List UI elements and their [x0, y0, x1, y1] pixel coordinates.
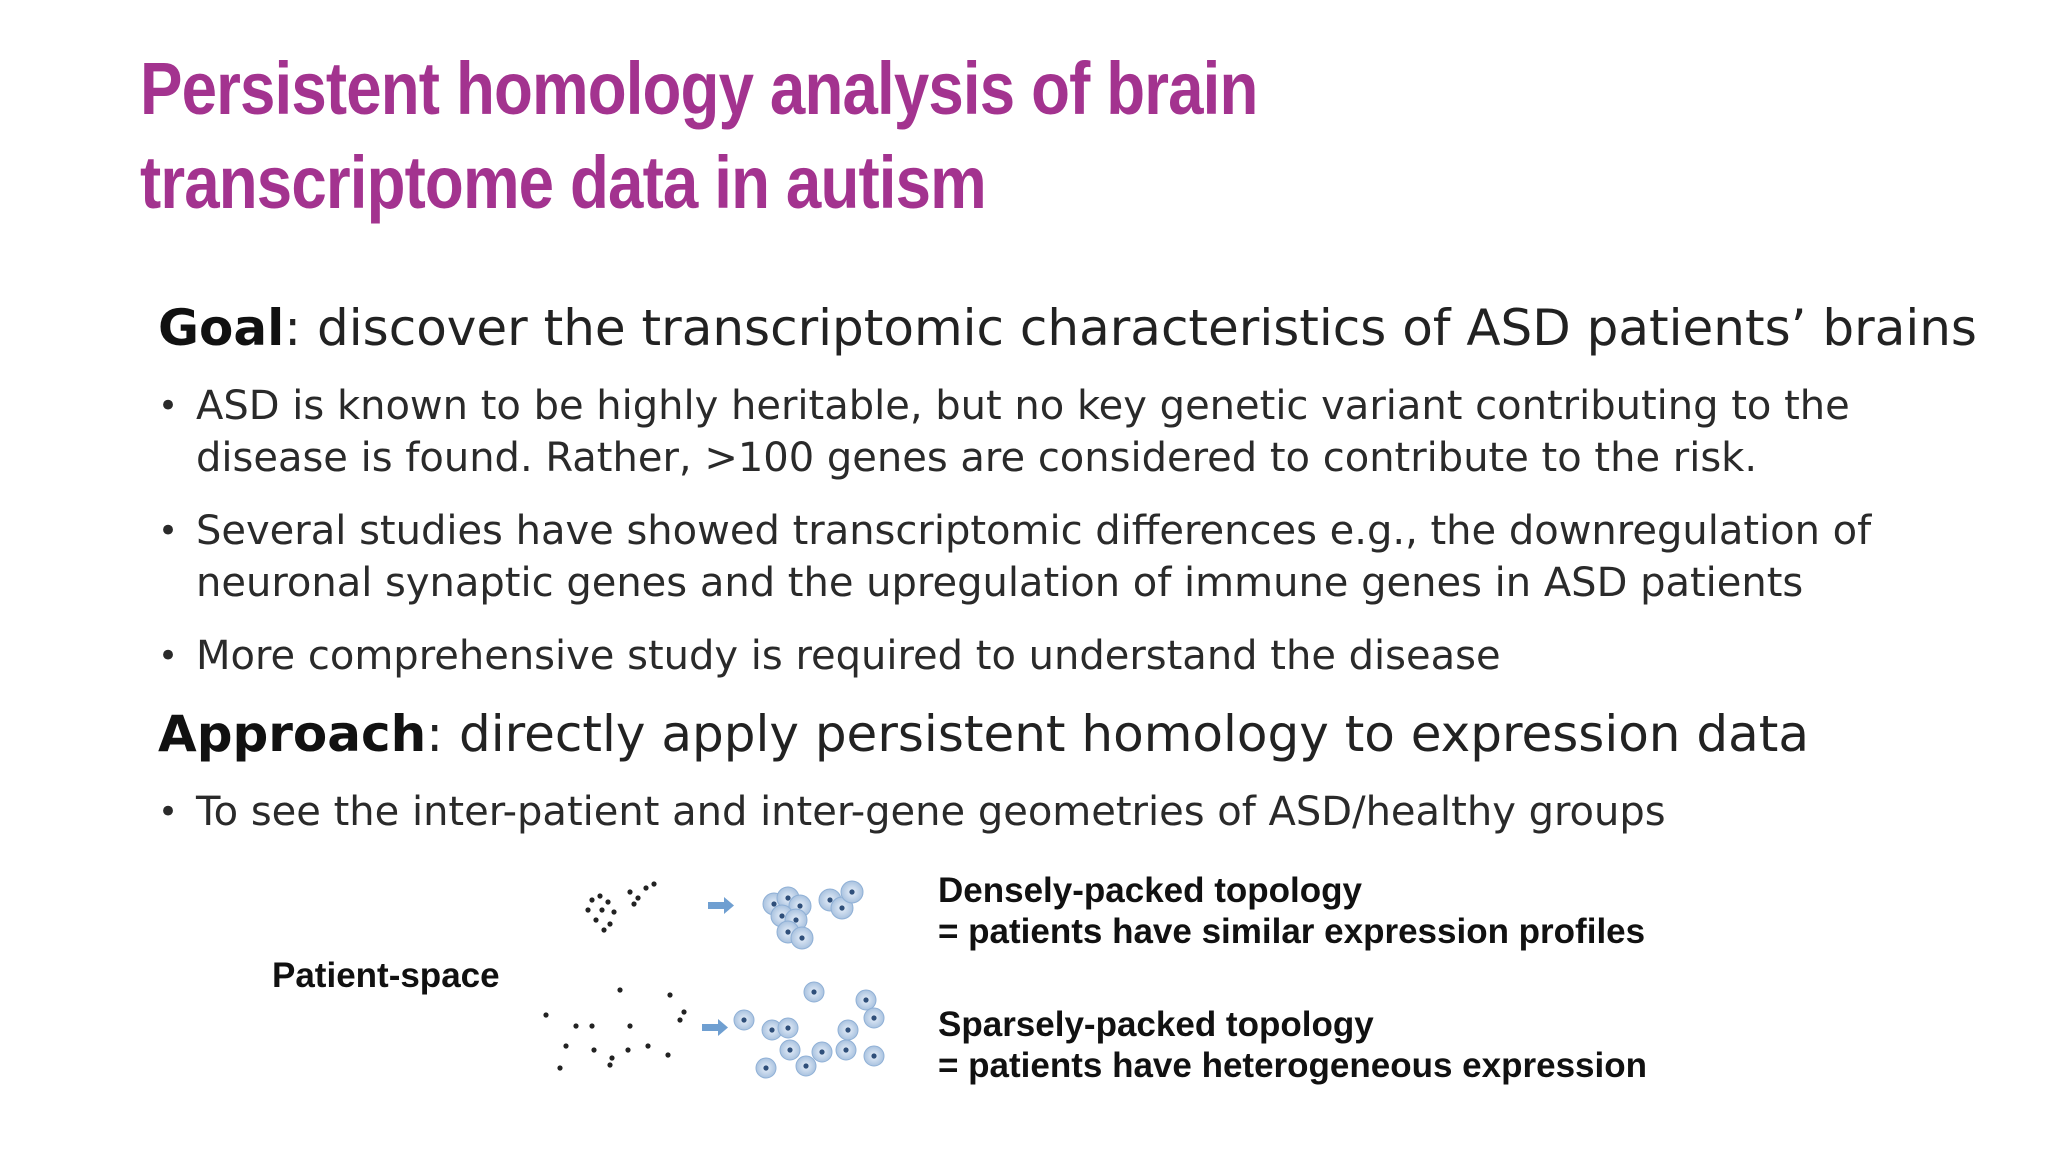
approach-text: : directly apply persistent homology to expression data [426, 705, 1810, 763]
sparse-topology-title: Sparsely-packed topology [938, 1005, 1374, 1044]
goal-bullet-1 [158, 380, 1998, 484]
dense-points [585, 881, 656, 932]
approach-bullet-1-text: To see the inter-patient and inter-gene geometries of ASD/healthy groups [196, 789, 1666, 835]
sparse-balls [734, 982, 884, 1078]
goal-bullet-2 [158, 505, 1998, 609]
goal-bullet-3 [158, 630, 1998, 682]
slide-title [140, 42, 1258, 230]
dense-topology-desc: = patients have similar expression profiles [938, 912, 1646, 951]
topology-diagram [530, 860, 910, 1100]
goal-heading [158, 298, 1977, 358]
slide-title-line-2: transcriptome data in autism [140, 141, 986, 224]
goal-keyword: Goal [158, 299, 285, 357]
goal-bullet-1-text: ASD is known to be highly heritable, but no key genetic variant contributing to the disease is found. Rather, >100 genes are considered to contribute to the risk. [196, 383, 1850, 481]
approach-heading [158, 704, 1809, 764]
bullet-dot: • [158, 792, 179, 832]
goal-bullet-2-text: Several studies have showed transcriptomic differences e.g., the downregulation of neuronal synaptic genes and the upregulation of immune genes in ASD patients [196, 508, 1872, 606]
dense-topology-title: Densely-packed topology [938, 871, 1362, 910]
approach-keyword: Approach [158, 705, 427, 763]
sparse-arrow-icon [702, 1019, 728, 1036]
bullet-dot: • [158, 636, 179, 676]
goal-bullet-3-text: More comprehensive study is required to understand the disease [196, 633, 1501, 679]
patient-space-label: Patient-space [272, 956, 500, 995]
sparse-points [543, 987, 686, 1070]
slide-title-line-1: Persistent homology analysis of brain [140, 47, 1258, 130]
dense-arrow-icon [708, 897, 734, 914]
dense-balls [763, 881, 863, 949]
bullet-dot: • [158, 511, 179, 551]
goal-text: : discover the transcriptomic characteristics of ASD patients’ brains [284, 299, 1977, 357]
sparse-topology-desc: = patients have heterogeneous expression [938, 1046, 1647, 1085]
approach-bullet-1 [158, 786, 1998, 838]
bullet-dot: • [158, 386, 179, 426]
